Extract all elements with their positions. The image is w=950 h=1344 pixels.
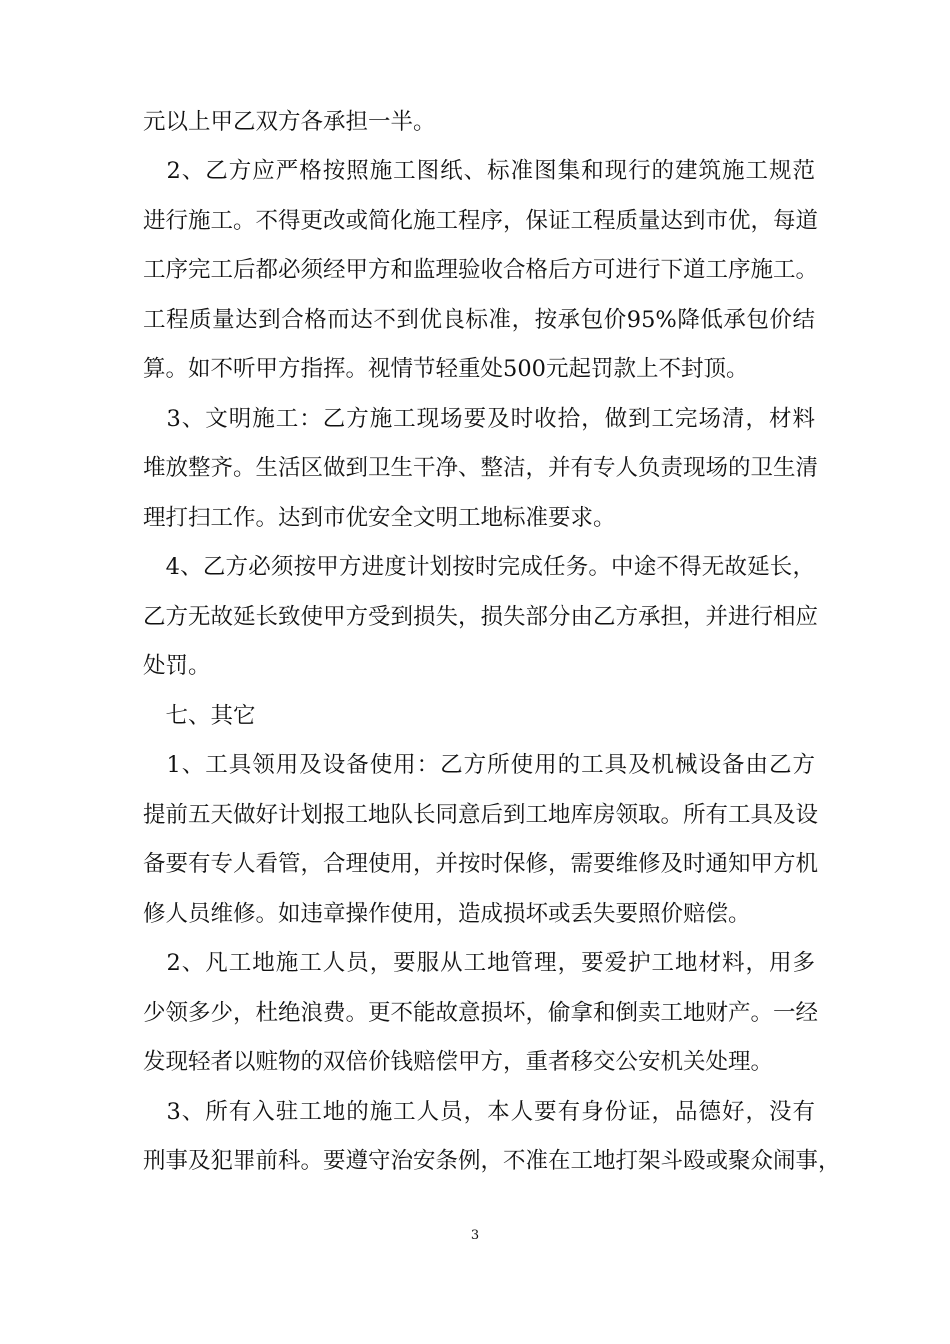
- text-line: 少领多少，杜绝浪费。更不能故意损坏，偷拿和倒卖工地财产。一经: [143, 1000, 819, 1026]
- text-line: 处罚。: [143, 653, 211, 679]
- text-line: 2、凡工地施工人员，要服从工地管理，要爱护工地材料，用多: [143, 950, 815, 976]
- text-line: 发现轻者以赃物的双倍价钱赔偿甲方，重者移交公安机关处理。: [143, 1049, 774, 1075]
- page-number: 3: [470, 1228, 480, 1243]
- text-line: 3、所有入驻工地的施工人员，本人要有身份证，品德好，没有: [143, 1099, 815, 1125]
- text-line: 刑事及犯罪前科。要遵守治安条例，不准在工地打架斗殴或聚众闹事，: [143, 1148, 841, 1174]
- text-line: 修人员维修。如违章操作使用，造成损坏或丢失要照价赔偿。: [143, 901, 751, 927]
- text-line: 理打扫工作。达到市优安全文明工地标准要求。: [143, 505, 616, 531]
- text-line: 2、乙方应严格按照施工图纸、标准图集和现行的建筑施工规范: [143, 158, 815, 184]
- text-line: 备要有专人看管，合理使用，并按时保修，需要维修及时通知甲方机: [143, 851, 819, 877]
- text-line: 提前五天做好计划报工地队长同意后到工地库房领取。所有工具及设: [143, 802, 819, 828]
- section-heading: 七、其它: [143, 703, 256, 729]
- text-line: 1、工具领用及设备使用：乙方所使用的工具及机械设备由乙方: [143, 752, 815, 778]
- text-line: 算。如不听甲方指挥。视情节轻重处500元起罚款上不封顶。: [143, 356, 749, 382]
- text-line: 进行施工。不得更改或简化施工程序，保证工程质量达到市优，每道: [143, 208, 819, 234]
- text-line: 工程质量达到合格而达不到优良标准，按承包价95%降低承包价结: [143, 307, 815, 333]
- text-line: 堆放整齐。生活区做到卫生干净、整洁，并有专人负责现场的卫生清: [143, 455, 819, 481]
- text-line: 乙方无故延长致使甲方受到损失，损失部分由乙方承担，并进行相应: [143, 604, 819, 630]
- text-line: 工序完工后都必须经甲方和监理验收合格后方可进行下道工序施工。: [143, 257, 819, 283]
- text-line: 元以上甲乙双方各承担一半。: [143, 109, 436, 135]
- text-line: 4、乙方必须按甲方进度计划按时完成任务。中途不得无故延长，: [143, 554, 815, 580]
- text-line: 3、文明施工：乙方施工现场要及时收拾，做到工完场清，材料: [143, 406, 815, 432]
